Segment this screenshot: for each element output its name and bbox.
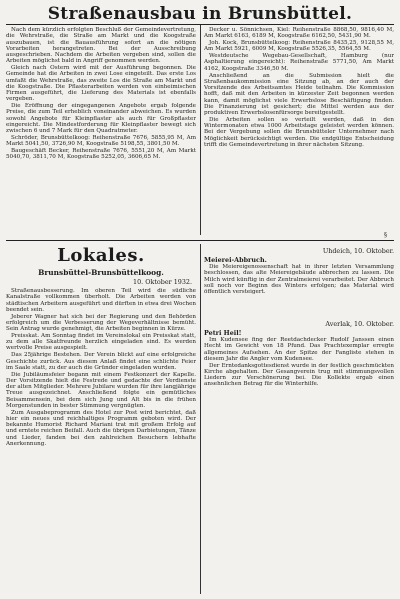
paragraph: Die Eröffnung der eingegangenen Angebote ergab folgende Preise, die zum Teil erheblich voneinander abweichen. Es wurden sowohl Angebote für Kleinpflaster als auch für Großpflaster eingereicht. Die Mindestforderung für Kleinpflaster bewegt sich zwischen 6 und 7 Mark für den Quadratmeter. [6,103,196,135]
item-title: Petri Heil! [204,329,242,337]
paragraph: Der Erntedanksgottesdienst wurde in der festlich geschmückten Kirche abgehalten. Der Gesangverein trug mit stimmungsvollen Liedern zur Verschönerung bei. Die Kollekte ergab einen ansehnlichen Betrag für die Winterhilfe. [204,362,394,388]
paragraph: Die Arbeiten sollen so verteilt werden, daß in den Wintermonaten etwa 1000 Arbeitstage geleistet werden können. Bei der Vergebung sollen die Brunsbütteler Unternehmer nach Möglichkeit berücksichtigt werden. Die endgültige Entscheidung trifft die Gemeindevertretung in ihrer nächsten Sitzung. [204,116,394,148]
paragraph: Jeberer Wagner hat sich bei der Regierung und den Behörden erfolgreich um die Verbesserung der Wegeverhältnisse bemüht. Sein Antrag wurde genehmigt, die Arbeiten beginnen in Kürze. [6,313,196,333]
paragraph: Nach dem kürzlich erfolgten Beschluß der Gemeindevertretung, die Wehrstraße, die Straße am Markt und die Koogstraße auszubauen, ist die Bauausführung sofort an die nötigen Vorarbeiten herangetreten. Bei der Ausschreibung ausgeschrieben. Nachdem die Arbeiten vergeben sind, sollen die Arbeiten möglichst bald in Angriff genommen werden. [6,27,196,65]
column-divider [200,25,201,235]
paragraph: Im Kudensee fing der Reetdachdecker Rudolf Janssen einen Hecht im Gewicht von 18 Pfund. Das Prachtexemplar erregte allgemeines Aufsehen. An der Spitze der Fangliste stehen in diesem Jahr die Angler vom Kudensee. [204,337,394,362]
averlak-title [204,329,394,337]
paragraph: Die Jubiläumsfeier begann mit einem Festkonzert der Kapelle. Der Vorsitzende hielt die Festrede und gedachte der Verdienste der alten Mitglieder. Mehrere Jubilare wurden für ihre langjährige Treue ausgezeichnet. Anschließend folgte ein gemütliches Beisammensein, bei dem sich Jung und Alt bis in die frühen Morgenstunden in bester Stimmung vergnügten. [6,371,196,409]
item-title: Meierei-Abbruch. [204,256,267,264]
averlak-column [204,337,394,457]
section-subheadline: Brunsbüttel-Brunsbüttelkoog. [38,268,164,277]
paragraph: Schröder, Brunsbüttelkoog: Reihenstraße 7676, 5855,95 M, Am Markt 5041,50, 3726,90 M, Koogstraße 5198,55, 3801,50 M. [6,135,196,148]
top-right-column [204,27,394,235]
top-headline: Straßenausbau in Brunsbüttel. [47,4,353,24]
section-rule [6,240,394,241]
paragraph: Joh. Kock, Brunsbüttelkoog: Reihenstraße 8435,25, 9128,55 M, Am Markt 5921, 6009 M, Koogstraße 5526,35, 5564,55 M. [204,40,394,53]
paragraph: Das 25jährige Bestehen. Der Verein blickt auf eine erfolgreiche Geschichte zurück. Aus diesem Anlaß findet eine schlichte Feier im Saale statt, zu der auch die Gründer eingeladen wurden. [6,352,196,371]
column-divider [200,244,201,594]
end-mark: § [384,232,387,239]
section-date: 10. Oktober 1932. [133,278,192,286]
uhdeich-column [204,264,394,316]
paragraph: Straßenausbesserung. Im oberen Teil wird die südliche Kanalstraße vollkommen überholt. Die Arbeiten werden von städtischen Arbeitern ausgeführt und dürften in etwa drei Wochen beendet sein. [6,288,196,313]
uhdeich-dateline: Uhdeich, 10. Oktober. [322,247,394,255]
bottom-left-column [6,288,196,593]
paragraph: Westdeutsche Wegebau-Gesellschaft, Hamburg (nur Asphaltierung eingereicht): Reihenstraße 5771,50, Am Markt 4162, Koogstraße 3346,50 M. [204,53,394,72]
paragraph: Die Meiereigenossenschaft hat in ihrer letzten Versammlung beschlossen, das alte Meiereigebäude abbrechen zu lassen. Die Milch wird künftig in der Zentralmeierei verarbeitet. Der Abbruch soll noch vor Beginn des Winters erfolgen; das Material wird öffentlich versteigert. [204,264,394,295]
paragraph: Preisskat. Am Sonntag findet im Vereinslokal ein Preisskat statt, zu dem alle Skatfreunde herzlich eingeladen sind. Es werden wertvolle Preise ausgespielt. [6,332,196,352]
paragraph: Gleich nach Ostern wird mit der Ausführung begonnen. Die Gemeinde hat die Arbeiten in zwei Lose eingeteilt. Das erste Los umfaßt die Wehrstraße, das zweite Los die Straße am Markt und die Koogstraße. Die Pflasterarbeiten werden von einheimischen Firmen ausgeführt, die Lieferung des Materials ist ebenfalls vergeben. [6,65,196,103]
paragraph: Baugeschäft Becker, Reihenstraße 7676, 5551,20 M, Am Markt 5040,70, 3811,70 M, Koogstraße 5252,05, 3606,65 M. [6,148,196,161]
top-left-column [6,27,196,235]
paragraph: Anschließend an die Submission hielt die Straßenbaukommission eine Sitzung ab, an der auch der Vorsitzende des Arbeitsamtes Heide teilnahm. Die Kommission hofft, daß mit den Arbeiten in kürzester Zeit begonnen werden kann, damit möglichst viele Erwerbslose Beschäftigung finden. Die Finanzierung ist gesichert; die Mittel werden aus der produktiven Erwerbslosenfürsorge bereitgestellt. [204,72,394,117]
averlak-dateline: Averlak, 10. Oktober. [325,320,394,328]
section-headline: Lokales. [57,245,145,266]
paragraph: Decker u. Sönnichsen, Kiel: Reihenstraße 8868,50, 9816,40 M, Am Markt 6163, 6189 M, Koogstraße 6162,50, 5431,90 M. [204,27,394,40]
paragraph: Zum Ausgabeprogramm des Hotel zur Post wird berichtet, daß hier ein neues und reichhaltiges Programm geboten wird. Der bekannte Humorist Richard Mariani trat mit großem Erfolg auf und erntete reichen Beifall. Auch die übrigen Darbietungen, Tänze und Lieder, fanden bei den zahlreichen Besuchern lebhafte Anerkennung. [6,409,196,447]
uhdeich-title [204,256,394,264]
